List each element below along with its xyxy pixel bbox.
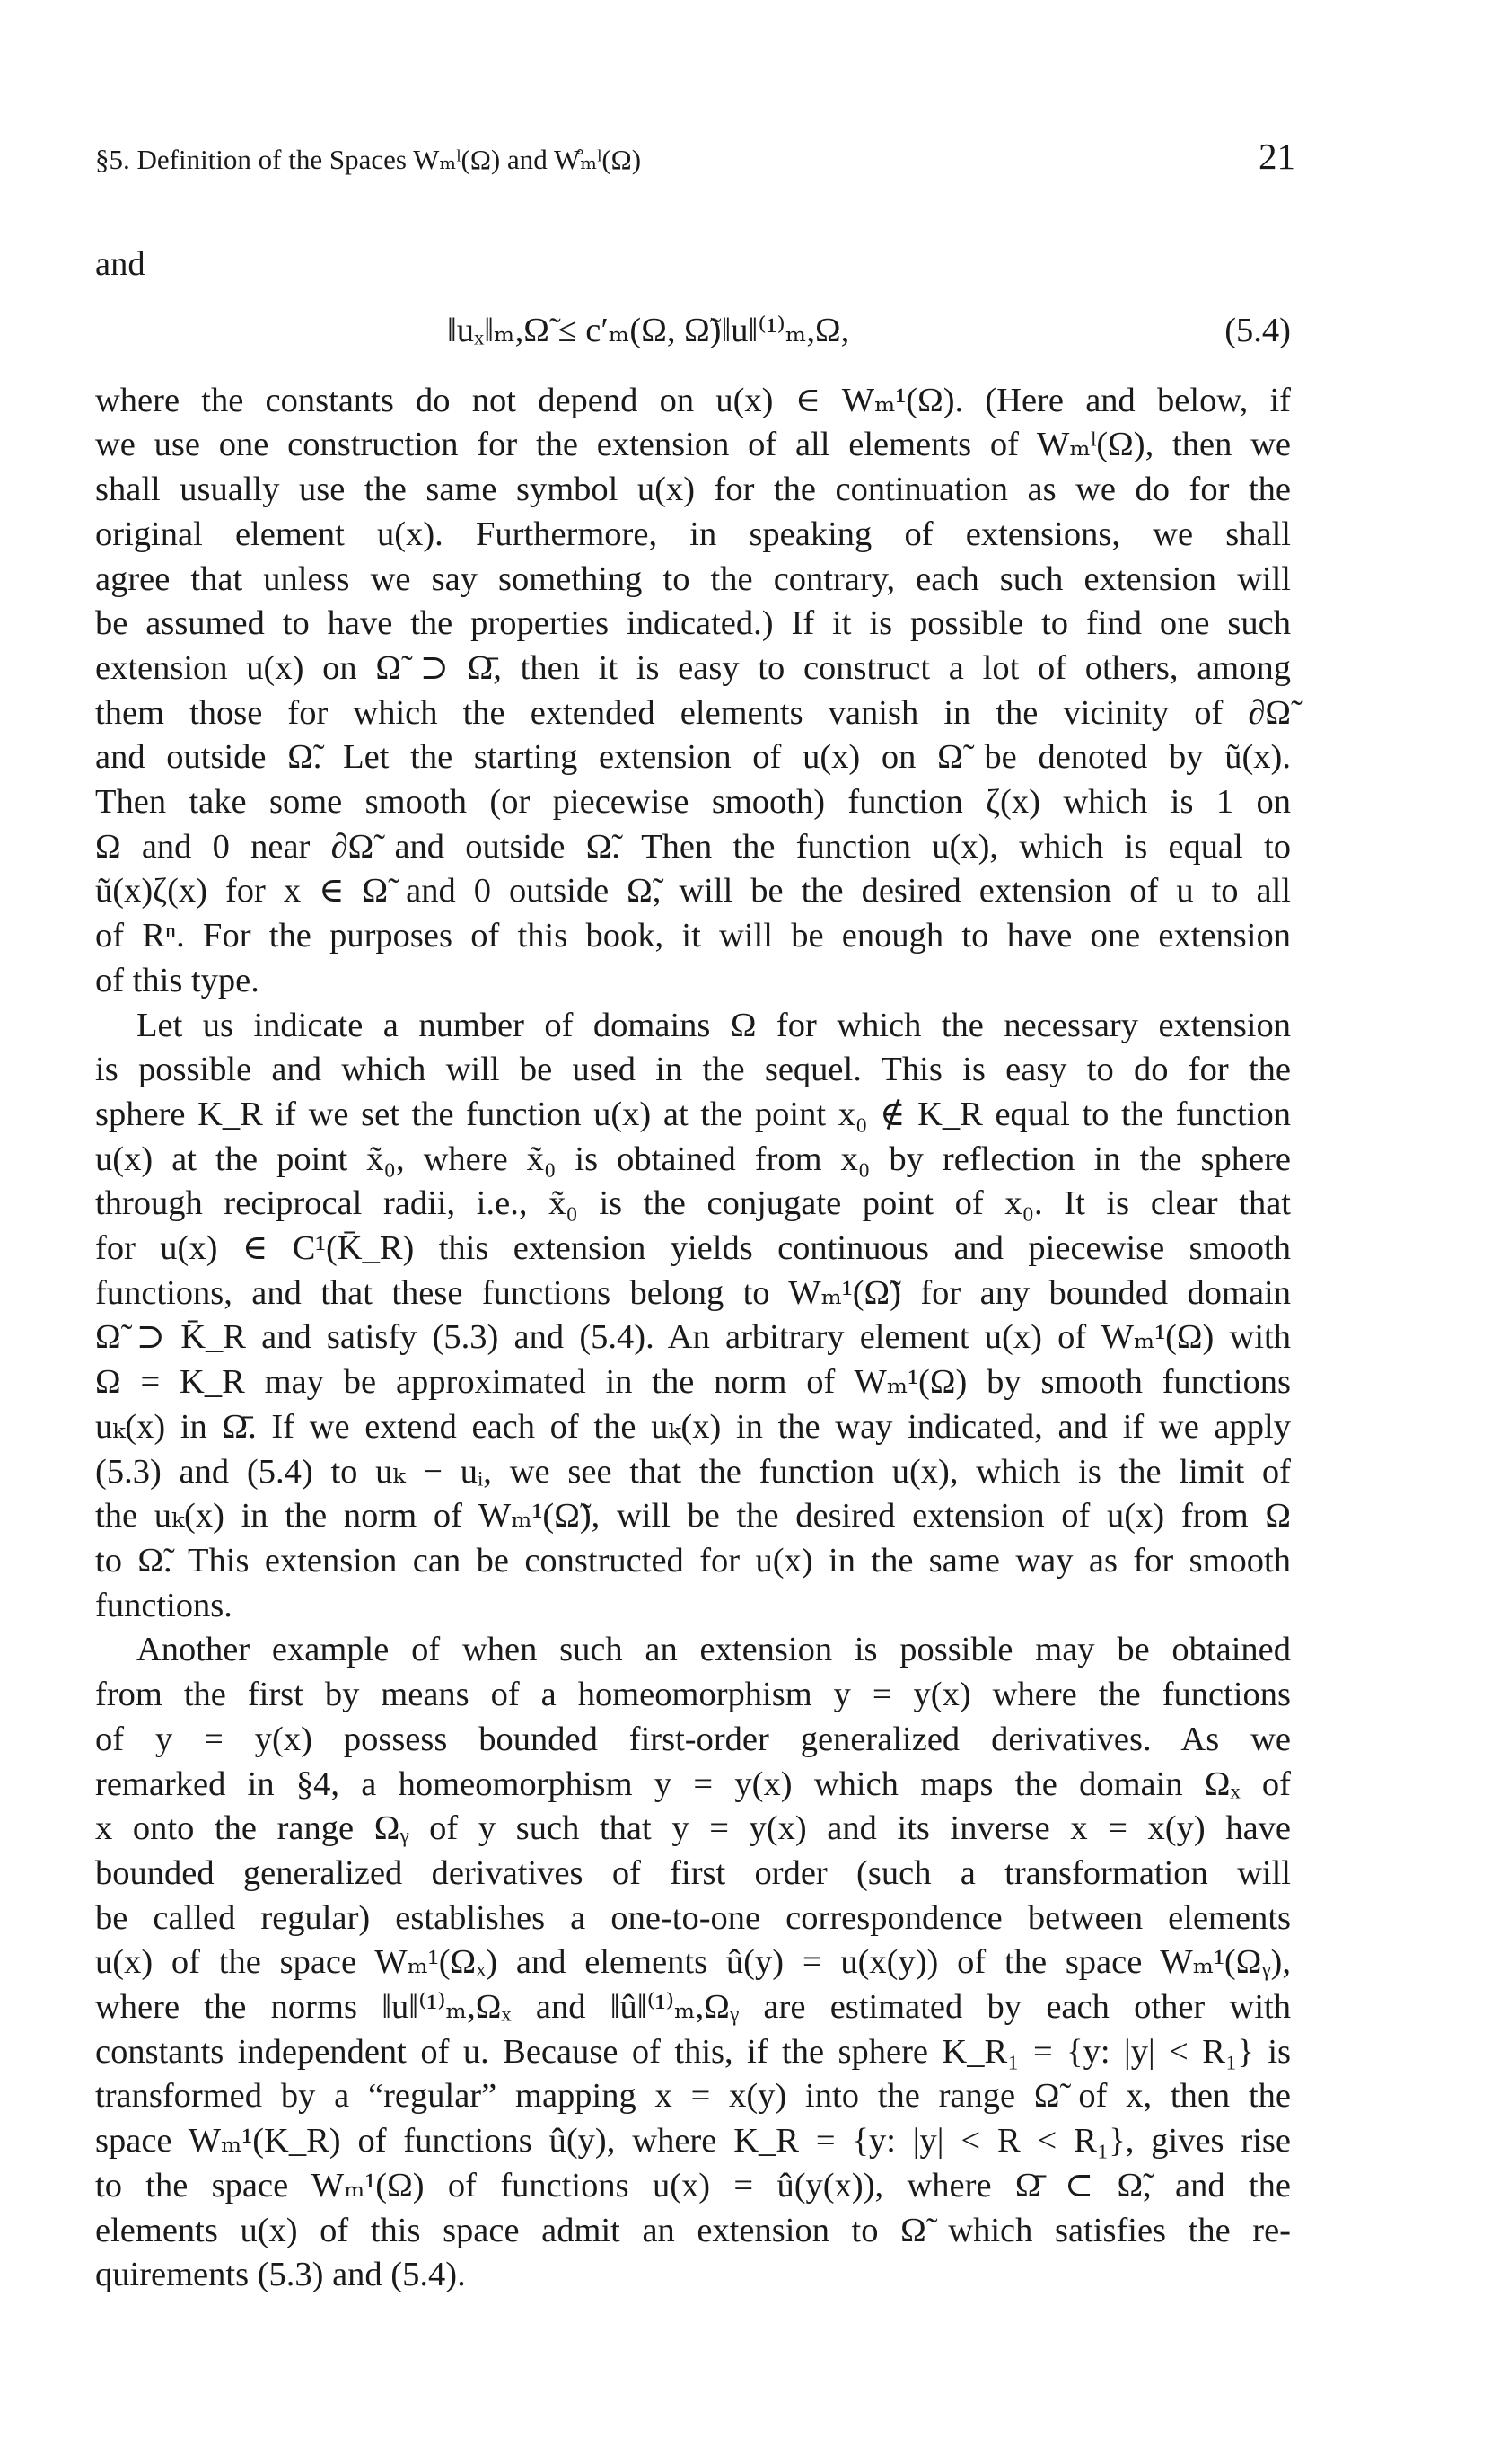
text-line: be called regular) establishes a one-to-one correspondence between elements <box>95 1898 1291 1937</box>
text-line: Ω = K_R may be approximated in the norm of Wₘ¹(Ω) by smooth functions <box>95 1363 1291 1402</box>
text-line: (5.3) and (5.4) to uₖ − uᵢ, we see that the function u(x), which is the limit of <box>95 1452 1291 1491</box>
text-line: uₖ(x) in Ω̄. If we extend each of the uₖ(x) in the way indicated, and if we apply <box>95 1407 1291 1446</box>
text-line: of this type. <box>95 961 259 999</box>
text-line: from the first by means of a homeomorphism y = y(x) where the functions <box>95 1676 1291 1714</box>
text-line: Another example of when such an extension is possible may be obtained <box>136 1631 1291 1669</box>
page-number: 21 <box>1259 136 1295 177</box>
text-line: and <box>95 245 145 283</box>
running-title: §5. Definition of the Spaces Wₘˡ(Ω) and W̊ₘˡ(Ω) <box>95 144 642 175</box>
text-line: for u(x) ∈ C¹(K̄_R) this extension yields continuous and piecewise smooth <box>95 1229 1291 1268</box>
text-line: functions, and that these functions belong to Wₘ¹(Ω̃) for any bounded domain <box>95 1273 1291 1312</box>
text-line: u(x) at the point x̃₀, where x̃₀ is obtained from x₀ by reflection in the sphere <box>95 1140 1291 1178</box>
text-line: ũ(x)ζ(x) for x ∈ Ω̃ and 0 outside Ω̃, will be the desired extension of u to all <box>95 872 1291 911</box>
text-line: to Ω̃. This extension can be constructed for u(x) in the same way as for smooth <box>95 1541 1291 1580</box>
paragraph-2 <box>95 1004 1291 1629</box>
text-line: u(x) of the space Wₘ¹(Ωₓ) and elements û(y) = u(x(y)) of the space Wₘ¹(Ωᵧ), <box>95 1943 1291 1982</box>
equation-number: (5.4) <box>1224 311 1291 349</box>
text-line: where the norms ‖u‖⁽¹⁾ₘ,Ωₓ and ‖û‖⁽¹⁾ₘ,Ωᵧ are estimated by each other with <box>95 1988 1291 2027</box>
text-line: space Wₘ¹(K_R) of functions û(y), where K_R = {y: |y| < R < R₁}, gives rise <box>95 2122 1291 2160</box>
text-line: constants independent of u. Because of this, if the sphere K_R₁ = {y: |y| < R₁} is <box>95 2032 1291 2071</box>
text-line: Then take some smooth (or piecewise smooth) function ζ(x) which is 1 on <box>95 783 1291 822</box>
paragraph-3 <box>95 1628 1291 2298</box>
text-line: quirements (5.3) and (5.4). <box>95 2256 466 2294</box>
paragraph-1 <box>95 379 1291 1004</box>
text-line: the uₖ(x) in the norm of Wₘ¹(Ω̃), will be the desired extension of u(x) from Ω <box>95 1497 1291 1536</box>
equation-formula: ‖uₓ‖ₘ,Ω̃ ≤ c′ₘ(Ω, Ω̃)‖u‖⁽¹⁾ₘ,Ω, <box>447 311 850 349</box>
text-line: bounded generalized derivatives of first order (such a transformation will <box>95 1853 1291 1892</box>
text-line: and outside Ω̃. Let the starting extension of u(x) on Ω̃ be denoted by ũ(x). <box>95 738 1291 777</box>
text-line: agree that unless we say something to the contrary, each such extension will <box>95 559 1291 598</box>
text-line: be assumed to have the properties indicated.) If it is possible to find one such <box>95 604 1291 643</box>
text-line: shall usually use the same symbol u(x) for the continuation as we do for the <box>95 471 1291 509</box>
text-line: Ω̃ ⊃ K̄_R and satisfy (5.3) and (5.4). An arbitrary element u(x) of Wₘ¹(Ω) with <box>95 1318 1291 1357</box>
text-line: is possible and which will be used in the sequel. This is easy to do for the <box>95 1051 1291 1089</box>
text-line: through reciprocal radii, i.e., x̃₀ is the conjugate point of x₀. It is clear that <box>95 1184 1291 1223</box>
text-line: of Rⁿ. For the purposes of this book, it will be enough to have one extension <box>95 917 1291 955</box>
text-line: of y = y(x) possess bounded first-order generalized derivatives. As we <box>95 1720 1291 1758</box>
text-line: elements u(x) of this space admit an extension to Ω̃ which satisfies the re- <box>95 2211 1291 2249</box>
text-line: functions. <box>95 1586 232 1624</box>
text-line: x onto the range Ωᵧ of y such that y = y(x) and its inverse x = x(y) have <box>95 1809 1291 1848</box>
running-header <box>95 135 1295 189</box>
text-line: original element u(x). Furthermore, in speaking of extensions, we shall <box>95 515 1291 553</box>
intro-line <box>95 242 1291 287</box>
text-line: remarked in §4, a homeomorphism y = y(x) which maps the domain Ωₓ of <box>95 1764 1291 1803</box>
text-line: where the constants do not depend on u(x) ∈ Wₘ¹(Ω). (Here and below, if <box>95 381 1291 419</box>
text-line: Let us indicate a number of domains Ω for which the necessary extension <box>136 1006 1291 1044</box>
equation-5-4 <box>95 309 1291 354</box>
text-line: Ω and 0 near ∂Ω̃ and outside Ω̃. Then the function u(x), which is equal to <box>95 827 1291 866</box>
text-line: extension u(x) on Ω̃ ⊃ Ω̄, then it is easy to construct a lot of others, among <box>95 648 1291 687</box>
text-line: we use one construction for the extension of all elements of Wₘˡ(Ω), then we <box>95 426 1291 464</box>
text-line: them those for which the extended elements vanish in the vicinity of ∂Ω̃ <box>95 693 1291 732</box>
page-body <box>95 242 1291 2298</box>
text-line: to the space Wₘ¹(Ω) of functions u(x) = û(y(x)), where Ω̄ ⊂ Ω̃, and the <box>95 2166 1291 2204</box>
text-line: sphere K_R if we set the function u(x) at the point x₀ ∉ K_R equal to the function <box>95 1095 1291 1133</box>
text-line: transformed by a “regular” mapping x = x(y) into the range Ω̃ of x, then the <box>95 2077 1291 2116</box>
